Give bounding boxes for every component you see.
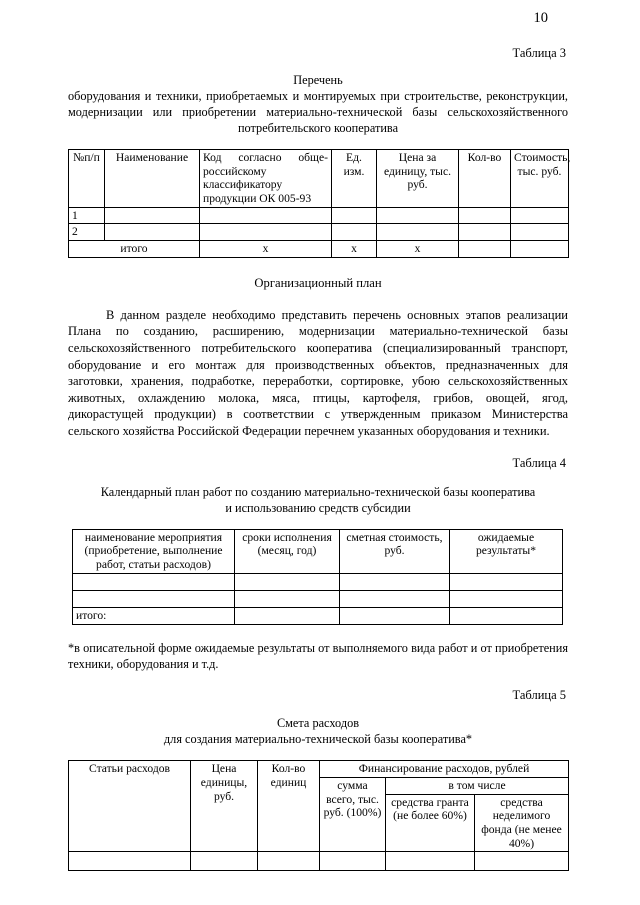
cell-price[interactable] bbox=[377, 224, 459, 241]
header-cell-grant-funds: средства гранта (не более 60%) bbox=[386, 794, 475, 852]
table-5-caption-line2: для создания материально-технической базы кооператива* bbox=[163, 732, 473, 747]
page-content bbox=[68, 0, 571, 871]
cell-code[interactable] bbox=[200, 207, 332, 224]
table-calendar-plan bbox=[72, 529, 563, 625]
cell-number: 1 bbox=[69, 207, 105, 224]
table-5-caption-line1: Смета расходов bbox=[276, 716, 360, 731]
table-3-caption-title: Перечень bbox=[293, 73, 343, 87]
cell-cost[interactable] bbox=[511, 207, 569, 224]
cell-results[interactable] bbox=[450, 590, 563, 607]
table-4-caption-line2: и использованию средств субсидии bbox=[225, 500, 411, 515]
section-title-organizational-plan: Организационный план bbox=[254, 275, 382, 290]
header-cell-quantity: Кол-во bbox=[459, 149, 511, 207]
table-row bbox=[73, 573, 563, 590]
cell-unit-price[interactable] bbox=[191, 852, 258, 871]
header-cell-unit: Ед. изм. bbox=[332, 149, 377, 207]
cell-items[interactable] bbox=[69, 852, 191, 871]
header-cell-cost: Стоимость, тыс. руб. bbox=[511, 149, 569, 207]
table-row-total bbox=[73, 607, 563, 624]
cell-estimate[interactable] bbox=[340, 573, 450, 590]
cell-total-sum[interactable] bbox=[320, 852, 386, 871]
cell-price[interactable] bbox=[377, 207, 459, 224]
cell-total-code: х bbox=[200, 240, 332, 257]
header-cell-code: Код согласно обще-российскому классификатору продукции ОК 005-93 bbox=[200, 149, 332, 207]
table-row bbox=[69, 852, 569, 871]
cell-estimate[interactable] bbox=[340, 590, 450, 607]
cell-activity[interactable] bbox=[73, 590, 235, 607]
table-4-label: Таблица 4 bbox=[512, 455, 566, 470]
header-cell-including: в том числе bbox=[386, 777, 569, 794]
cell-deadline[interactable] bbox=[235, 590, 340, 607]
cell-quantity[interactable] bbox=[459, 207, 511, 224]
cell-cost[interactable] bbox=[511, 224, 569, 241]
table-equipment-list bbox=[68, 149, 569, 258]
header-cell-unit-price: Цена единицы, руб. bbox=[191, 761, 258, 852]
header-cell-name: Наименование bbox=[105, 149, 200, 207]
header-cell-deadline: сроки исполнения (месяц, год) bbox=[235, 529, 340, 573]
table-row-total bbox=[69, 240, 569, 257]
organizational-plan-paragraph: В данном разделе необходимо представить перечень основных этапов реализации Плана по созданию, расширению, модернизации материально-технической базы сельскохозяйственного потребительского кооператива (специализированный транспорт, оборудование и его монтаж для производственных объектов, предназначенных для заготовки, хранения, подработке, переработки, сортировке, убою сельскохозяйственных животных, охлаждению молока, мяса, птицы, картофеля, грибов, овощей, ягод, дикорастущей продукции) в соответствии с утвержденным приказом Министерства сельского хозяйства Российской Федерации перечнем указанных оборудования и техники. bbox=[68, 307, 568, 439]
header-cell-unit-count: Кол-во единиц bbox=[258, 761, 320, 852]
cell-total-cost bbox=[511, 240, 569, 257]
cell-name[interactable] bbox=[105, 207, 200, 224]
cell-total-quantity bbox=[459, 240, 511, 257]
table-cost-estimate bbox=[68, 760, 569, 871]
cell-number: 2 bbox=[69, 224, 105, 241]
header-cell-price: Цена за единицу, тыс. руб. bbox=[377, 149, 459, 207]
table-row-header bbox=[73, 529, 563, 573]
table-4-footnote: *в описательной форме ожидаемые результаты от выполняемого вида работ и от приобретения техники, оборудования и т.д. bbox=[68, 640, 568, 671]
header-cell-number: №п/п bbox=[69, 149, 105, 207]
cell-total-label: итого: bbox=[73, 607, 235, 624]
cell-total-price: х bbox=[377, 240, 459, 257]
cell-grant-funds[interactable] bbox=[386, 852, 475, 871]
cell-indivisible-fund[interactable] bbox=[475, 852, 569, 871]
cell-total-deadline[interactable] bbox=[235, 607, 340, 624]
cell-deadline[interactable] bbox=[235, 573, 340, 590]
cell-unit-count[interactable] bbox=[258, 852, 320, 871]
header-cell-total-sum: сумма всего, тыс. руб. (100%) bbox=[320, 777, 386, 851]
table-4-caption-line1: Календарный план работ по созданию материально-технической базы кооператива bbox=[100, 484, 536, 499]
cell-code[interactable] bbox=[200, 224, 332, 241]
table-row bbox=[73, 590, 563, 607]
cell-name[interactable] bbox=[105, 224, 200, 241]
table-row-header bbox=[69, 761, 569, 778]
header-cell-items: Статьи расходов bbox=[69, 761, 191, 852]
header-cell-indivisible-fund: средства неделимого фонда (не менее 40%) bbox=[475, 794, 569, 852]
cell-total-estimate[interactable] bbox=[340, 607, 450, 624]
table-row-header bbox=[69, 149, 569, 207]
table-row bbox=[69, 224, 569, 241]
header-cell-activity: наименование мероприятия (приобретение, выполнение работ, статьи расходов) bbox=[73, 529, 235, 573]
cell-total-unit: х bbox=[332, 240, 377, 257]
header-cell-financing: Финансирование расходов, рублей bbox=[320, 761, 569, 778]
cell-unit[interactable] bbox=[332, 207, 377, 224]
table-5-label: Таблица 5 bbox=[512, 688, 566, 703]
cell-results[interactable] bbox=[450, 573, 563, 590]
table-row bbox=[69, 207, 569, 224]
cell-total-results[interactable] bbox=[450, 607, 563, 624]
header-cell-estimate: сметная стоимость, руб. bbox=[340, 529, 450, 573]
table-3-label: Таблица 3 bbox=[512, 46, 566, 60]
page-number: 10 bbox=[533, 10, 548, 26]
cell-quantity[interactable] bbox=[459, 224, 511, 241]
table-3-caption-body: оборудования и техники, приобретаемых и монтируемых при строительстве, реконструкции, модернизации или приобретении материально-технической базы сельскохозяйственного потребительского кооператива bbox=[68, 88, 568, 135]
cell-activity[interactable] bbox=[73, 573, 235, 590]
header-cell-results: ожидаемые результаты* bbox=[450, 529, 563, 573]
cell-total-label: итого bbox=[69, 240, 200, 257]
cell-unit[interactable] bbox=[332, 224, 377, 241]
